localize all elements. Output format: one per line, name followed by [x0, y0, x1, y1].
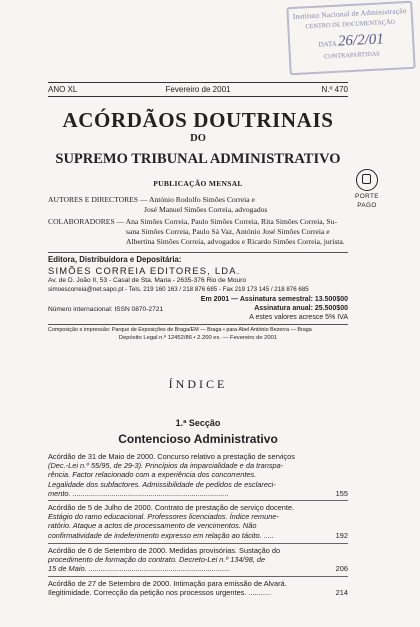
directors-names-2: José Manuel Simões Correia, advogados: [144, 205, 268, 215]
stamp-department: CENTRO DE DOCUMENTAÇÃO: [305, 18, 396, 31]
publisher-label: Editora, Distribuidora e Depositária:: [48, 255, 182, 264]
subscription-semester: Em 2001 — Assinatura semestral: 13.500$00: [200, 296, 348, 303]
publisher-name: SIMÕES CORREIA EDITORES, LDA.: [48, 265, 241, 276]
stamp-date-label: DATA: [318, 39, 337, 49]
publication-frequency: PUBLICAÇÃO MENSAL: [153, 179, 243, 188]
entry-1-line-3: rência. Factor relacionado com a experiência dos concorrentes.: [48, 470, 257, 480]
legal-deposit: Depósito Legal n.º 12452/86 • 2.200 ex. — Fevereiro de 2001: [118, 335, 278, 341]
volume-label: ANO XL: [48, 85, 78, 94]
entry-2-line-3: ratório. Ataque a actos de processamento de vencimentos. Não: [48, 521, 257, 531]
entry-1-line-2: (Dec.-Lei n.º 55/95, de 29-3). Princípios da imparcialidade e da transpa-: [48, 461, 284, 471]
header-bottom-rule: [48, 96, 348, 97]
entry-2-line-1: Acórdão de 5 de Julho de 2000. Contrato de prestação de serviço docente.: [48, 503, 295, 512]
index-entry-3: [48, 546, 348, 574]
printing-info: Composição e impressão: Parque de Exposições de Braga/EM — Braga • para Abel António Bezerra — Braga: [48, 327, 312, 333]
index-heading: ÍNDICE: [168, 377, 228, 391]
entry-4-page: 214: [335, 588, 348, 598]
stamp-institution: Instituto Nacional de Administração: [292, 6, 407, 22]
pago-label: PAGO: [357, 202, 377, 210]
collaborators-label: COLABORADORES: [48, 217, 115, 226]
publisher-rule: [48, 252, 348, 253]
entry-4-line-2: Ilegitimidade. Correcção da petição nos processos urgentes. ...........: [48, 588, 272, 598]
entry-1-line-1: Acórdão de 31 de Maio de 2000. Concurso relativo a prestação de serviços: [48, 452, 295, 461]
collaborators-names-2: sana Simões Correia, Paulo Sá Vaz, António José Simões Correia e: [126, 227, 330, 237]
section-number: 1.ª Secção: [175, 418, 221, 428]
collaborators-names-3: Albertina Simões Correia, advogados e Ricardo Simões Correia, jurista.: [126, 237, 345, 247]
entry-1-page: 155: [335, 488, 348, 498]
porte-pago-mark: [352, 169, 382, 210]
publisher-contact: simoescorreia@net.sapo.pt - Tels. 219 160 163 / 218 876 685 - Fax 219 173 145 / 218 876 685: [48, 286, 309, 293]
entry-2-line-4: confirmatividade de indeferimento expresso em relação ao tácito. .....: [48, 530, 274, 540]
journal-title: ACÓRDÃOS DOUTRINAIS: [62, 108, 334, 132]
collaborators-names-1: — Ana Simões Correia, Paulo Simões Correia, Rita Simões Correia, Su-: [116, 217, 337, 226]
journal-subtitle: SUPREMO TRIBUNAL ADMINISTRATIVO: [55, 151, 341, 167]
directors-block: [48, 195, 348, 215]
issue-date: Fevereiro de 2001: [165, 85, 231, 94]
entry-separator: [48, 576, 348, 577]
postage-seal-icon: [356, 169, 378, 191]
entry-3-page: 206: [335, 564, 348, 574]
collaborators-line-1: [48, 217, 348, 227]
collaborators-block: [48, 217, 348, 248]
entry-3-line-2: procedimento de formação do contrato. Decreto-Lei n.º 134/98, de: [48, 555, 266, 565]
publisher-address: Av. de D. João II, 53 - Casal de Sta. Maria - 2635-376 Rio de Mouro: [48, 277, 247, 284]
printing-rule: [48, 324, 348, 325]
journal-title-connector: DO: [190, 133, 206, 144]
vat-note: A estes valores acresce 5% IVA: [249, 314, 348, 321]
index-entry-1: [48, 452, 348, 498]
entry-separator: [48, 543, 348, 544]
entry-2-line-2: Estágio do ramo educacional. Professores licenciados. Índice remune-: [48, 512, 279, 522]
entry-1-line-5: mento. ............................................................................: [48, 488, 229, 498]
stamp-footer: CONTRAPARTIDAS: [323, 50, 380, 61]
entry-2-page: 192: [335, 530, 348, 540]
received-stamp: [286, 1, 415, 76]
issn-number: Número internacional: ISSN 0870-2721: [48, 306, 164, 313]
stamp-handwritten-date: 26/2/01: [337, 31, 385, 50]
entry-separator: [48, 500, 348, 501]
entry-3-line-3: 15 de Maio. .....................................................................: [48, 564, 231, 574]
issue-number: N.º 470: [321, 85, 348, 94]
directors-names-1: — António Rodolfo Simões Correia e: [139, 195, 255, 204]
porte-label: PORTE: [355, 193, 379, 200]
directors-line-1: [48, 195, 348, 205]
index-entry-2: [48, 503, 348, 540]
section-name: Contencioso Administrativo: [118, 432, 278, 446]
entry-3-line-1: Acórdão de 6 de Setembro de 2000. Medidas provisórias. Sustação do: [48, 546, 281, 555]
entry-4-line-1: Acórdão de 27 de Setembro de 2000. Intimação para emissão de Alvará.: [48, 579, 287, 588]
entry-1-line-4: Legalidade dos subfactores. Admissibilidade de pedidos de esclareci-: [48, 479, 276, 489]
index-entry-4: [48, 579, 348, 597]
subscription-annual: Assinatura anual: 25.500$00: [254, 305, 348, 312]
directors-label: AUTORES E DIRECTORES: [48, 195, 139, 204]
header-top-rule: [48, 82, 348, 83]
